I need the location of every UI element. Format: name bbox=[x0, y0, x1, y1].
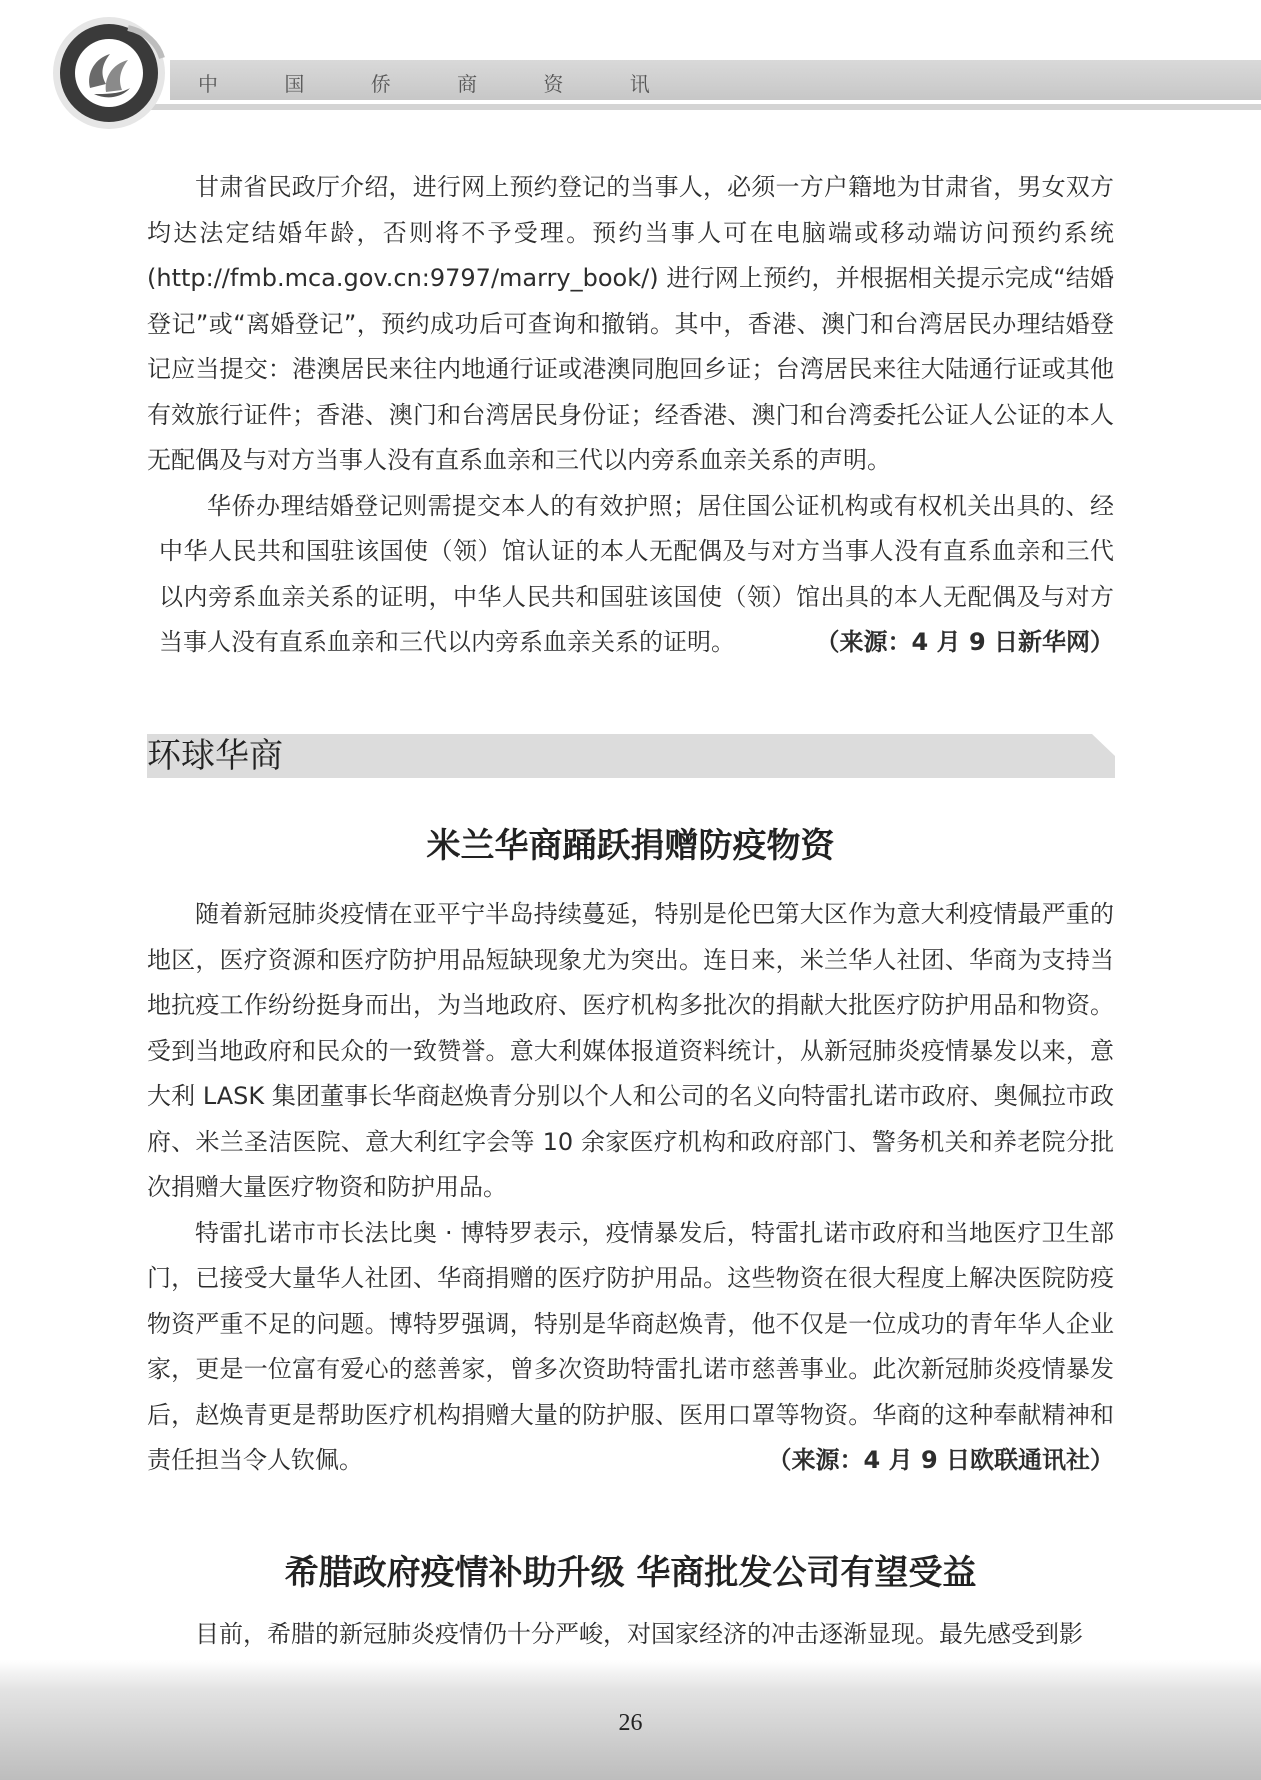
intro-paragraph-2 bbox=[147, 484, 1114, 666]
article-2-body bbox=[147, 1612, 1114, 1658]
article-1-paragraph-2-text: 特雷扎诺市市长法比奥 · 博特罗表示，疫情暴发后，特雷扎诺市政府和当地医疗卫生部门，已接受大量华人社团、华商捐赠的医疗防护用品。这些物资在很大程度上解决医院防疫物资严重不足的问题。博特罗强调，特别是华商赵焕青，他不仅是一位成功的青年华人企业家，更是一位富有爱心的慈善家，曾多次资助特雷扎诺市慈善事业。此次新冠肺炎疫情暴发后，赵焕青更是帮助医疗机构捐赠大量的防护服、医用口罩等物资。华商的这种奉献精神和责任担当令人钦佩。 bbox=[147, 1218, 1114, 1474]
intro-article bbox=[147, 165, 1114, 666]
article-2-paragraph-1: 目前，希腊的新冠肺炎疫情仍十分严峻，对国家经济的冲击逐渐显现。最先感受到影 bbox=[195, 1620, 1083, 1648]
section-bar bbox=[147, 734, 1115, 778]
article-1-title: 米兰华商踊跃捐赠防疫物资 bbox=[426, 826, 835, 866]
intro-paragraph-2-text: 华侨办理结婚登记则需提交本人的有效护照；居住国公证机构或有权机关出具的、经中华人民共和国驻该国使（领）馆认证的本人无配偶及与对方当事人没有直系血亲和三代以内旁系血亲关系的证明，中华人民共和国驻该国使（领）馆出具的本人无配偶及与对方当事人没有直系血亲和三代以内旁系血亲关系的证明。 bbox=[159, 491, 1114, 656]
article-2-title: 希腊政府疫情补助升级 华商批发公司有望受益 bbox=[284, 1553, 977, 1593]
page-number: 26 bbox=[618, 1710, 643, 1736]
intro-paragraph-1: 甘肃省民政厅介绍，进行网上预约登记的当事人，必须一方户籍地为甘肃省，男女双方均达法定结婚年龄，否则将不予受理。预约当事人可在电脑端或移动端访问预约系统(http://fmb.mca.gov.cn:9797/marry_book/) 进行网上预约，并根据相关提示完成“结婚登记”或“离婚登记”，预约成功后可查询和撤销。其中，香港、澳门和台湾居民办理结婚登记应当提交：港澳居民来往内地通行证或港澳同胞回乡证；台湾居民来往大陆通行证或其他有效旅行证件；香港、澳门和台湾居民身份证；经香港、澳门和台湾委托公证人公证的本人无配偶及与对方当事人没有直系血亲和三代以内旁系血亲关系的声明。 bbox=[147, 173, 1114, 474]
section-title: 环球华商 bbox=[147, 736, 283, 776]
article-1-paragraph-1: 随着新冠肺炎疫情在亚平宁半岛持续蔓延，特别是伦巴第大区作为意大利疫情最严重的地区，医疗资源和医疗防护用品短缺现象尤为突出。连日来，米兰华人社团、华商为支持当地抗疫工作纷纷挺身而出，为当地政府、医疗机构多批次的捐献大批医疗防护用品和物资。受到当地政府和民众的一致赞誉。意大利媒体报道资料统计，从新冠肺炎疫情暴发以来，意大利 LASK 集团董事长华商赵焕青分别以个人和公司的名义向特雷扎诺市政府、奥佩拉市政府、米兰圣洁医院、意大利红字会等 10 余家医疗机构和政府部门、警务机关和养老院分批次捐赠大量医疗物资和防护用品。 bbox=[147, 900, 1114, 1201]
intro-source: （来源：4 月 9 日新华网） bbox=[815, 628, 1114, 656]
header-band-line bbox=[150, 104, 1261, 110]
federation-logo bbox=[50, 14, 168, 132]
article-1-source: （来源：4 月 9 日欧联通讯社） bbox=[767, 1446, 1114, 1474]
masthead-title: 中 国 侨 商 资 讯 bbox=[198, 72, 680, 96]
article-1-body bbox=[147, 892, 1114, 1484]
article-1-paragraph-2 bbox=[147, 1211, 1114, 1484]
section-bar-background bbox=[147, 734, 1115, 778]
